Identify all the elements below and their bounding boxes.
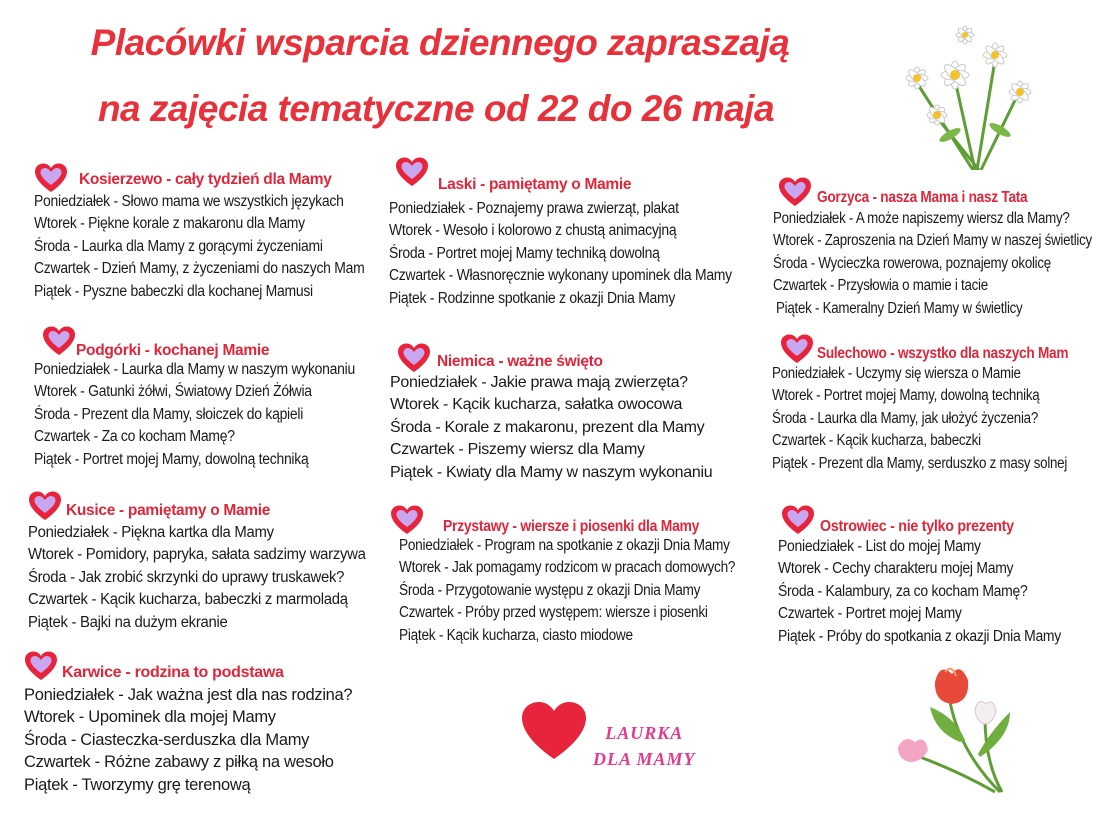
daisy: [906, 26, 1031, 125]
schedule-line: Poniedziałek - Poznajemy prawa zwierząt, plakat: [389, 200, 679, 217]
schedule-line: Poniedziałek - Piękna kartka dla Mamy: [28, 524, 274, 541]
block-title: Karwice - rodzina to podstawa: [62, 664, 284, 681]
schedule-block: [34, 163, 401, 303]
schedule-line: Wtorek - Jak pomagamy rodzicom w pracach domowych?: [399, 559, 736, 577]
schedule-line: Środa - Wycieczka rowerowa, poznajemy okolicę: [773, 254, 1051, 272]
schedule-line: Piątek - Kameralny Dzień Mamy w świetlicy: [776, 299, 1023, 317]
heart-icon: [24, 651, 58, 681]
schedule-line: Poniedziałek - A może napiszemy wiersz dla Mamy?: [773, 210, 1070, 227]
schedule-block: [773, 177, 1116, 320]
schedule-line: Czwartek - Próby przed występem: wiersze i piosenki: [399, 604, 708, 622]
schedule-line: Wtorek - Cechy charakteru mojej Mamy: [778, 560, 1014, 578]
schedule-line: Czwartek - Własnoręcznie wykonany upominek dla Mamy: [389, 267, 732, 285]
schedule-line: Czwartek - Różne zabawy z piłką na wesoło: [24, 753, 334, 772]
big-heart-icon: [520, 700, 588, 762]
block-title: Niemica - ważne święto: [437, 353, 603, 370]
schedule-block: [389, 157, 770, 310]
schedule-line: Piątek - Tworzymy grę terenową: [24, 775, 251, 794]
schedule-line: Poniedziałek - Uczymy się wiersza o Mamie: [772, 365, 1021, 382]
schedule-line: Wtorek - Wesoło i kolorowo z chustą animacyjną: [389, 222, 677, 240]
block-title: Laski - pamiętamy o Mamie: [438, 176, 632, 193]
schedule-line: Środa - Laurka dla Mamy z gorącymi życzeniami: [34, 237, 323, 255]
schedule-line: Środa - Laurka dla Mamy, jak ułożyć życzenia?: [772, 409, 1038, 427]
laurka-line-2: DLA MAMY: [593, 749, 696, 769]
heart-icon: [390, 505, 424, 535]
schedule-line: Piątek - Portret mojej Mamy, dowolną techniką: [34, 450, 309, 468]
heart-icon: [778, 177, 812, 207]
schedule-line: Piątek - Kwiaty dla Mamy w naszym wykonaniu: [390, 463, 713, 481]
tulips-illustration: [890, 662, 1030, 802]
schedule-line: Środa - Portret mojej Mamy techniką dowolną: [389, 244, 660, 262]
heart-icon: [42, 326, 76, 356]
schedule-line: Piątek - Próby do spotkania z okazji Dnia Mamy: [778, 627, 1061, 645]
schedule-line: Czwartek - Kącik kucharza, babeczki: [772, 432, 981, 450]
schedule-line: Poniedziałek - List do mojej Mamy: [778, 538, 981, 555]
schedule-block: [778, 505, 1092, 648]
schedule-line: Czwartek - Przysłowia o mamie i tacie: [773, 277, 988, 295]
block-title: Sulechowo - wszystko dla naszych Mam: [817, 345, 1069, 362]
page-title-line-2: na zajęcia tematyczne od 22 do 26 maja: [97, 88, 775, 129]
laurka-badge: [520, 700, 740, 790]
schedule-line: Czwartek - Za co kocham Mamę?: [34, 428, 235, 446]
schedule-line: Poniedziałek - Słowo mama we wszystkich językach: [34, 193, 344, 210]
schedule-line: Poniedziałek - Jak ważna jest dla nas rodzina?: [24, 686, 353, 704]
schedule-line: Poniedziałek - Laurka dla Mamy w naszym wykonaniu: [34, 361, 355, 378]
schedule-line: Czwartek - Portret mojej Mamy: [778, 605, 962, 623]
schedule-line: Poniedziałek - Jakie prawa mają zwierzęta?: [390, 374, 688, 391]
schedule-line: Piątek - Kącik kucharza, ciasto miodowe: [399, 626, 633, 644]
schedule-block: [34, 326, 391, 471]
schedule-line: Wtorek - Kącik kucharza, sałatka owocowa: [390, 396, 683, 414]
block-title: Gorzyca - nasza Mama i nasz Tata: [817, 189, 1028, 206]
schedule-line: Wtorek - Portret mojej Mamy, dowolną techniką: [772, 387, 1040, 405]
schedule-line: Wtorek - Gatunki żółwi, Światowy Dzień Żółwia: [34, 383, 312, 401]
schedule-line: Piątek - Prezent dla Mamy, serduszko z masy solnej: [772, 454, 1068, 472]
laurka-text: [593, 720, 696, 772]
schedule-line: Piątek - Rodzinne spotkanie z okazji Dnia Mamy: [389, 289, 676, 307]
schedule-block: [390, 343, 712, 484]
heart-icon: [34, 163, 68, 193]
schedule-line: Wtorek - Piękne korale z makaronu dla Mamy: [34, 215, 305, 233]
schedule-line: Wtorek - Upominek dla mojej Mamy: [24, 708, 276, 727]
schedule-line: Środa - Korale z makaronu, prezent dla Mamy: [390, 418, 705, 436]
block-title: Przystawy - wiersze i piosenki dla Mamy: [443, 518, 700, 535]
heart-icon: [780, 334, 814, 364]
schedule-line: Wtorek - Zaproszenia na Dzień Mamy w naszej świetlicy: [773, 232, 1092, 250]
schedule-line: Czwartek - Dzień Mamy, z życzeniami do naszych Mam: [34, 260, 365, 278]
tulip-red: [935, 669, 968, 704]
schedule-line: Środa - Prezent dla Mamy, słoiczek do kąpieli: [34, 405, 304, 423]
page-title-line-1: Placówki wsparcia dziennego zapraszają: [90, 22, 790, 63]
tulip-white: [975, 702, 996, 724]
schedule-block: [390, 505, 781, 647]
schedule-block: [24, 651, 352, 796]
schedule-block: [772, 334, 1115, 475]
daisies-illustration: [895, 20, 1045, 170]
schedule-line: Piątek - Bajki na dużym ekranie: [28, 613, 228, 631]
block-title: Ostrowiec - nie tylko prezenty: [820, 518, 1014, 535]
schedule-line: Środa - Kalambury, za co kocham Mamę?: [778, 582, 1028, 600]
heart-icon: [395, 157, 429, 187]
block-title: Podgórki - kochanej Mamie: [76, 342, 270, 359]
schedule-line: Czwartek - Piszemy wiersz dla Mamy: [390, 441, 645, 459]
schedule-line: Czwartek - Kącik kucharza, babeczki z marmoladą: [28, 591, 348, 609]
heart-icon: [397, 343, 431, 373]
schedule-line: Piątek - Pyszne babeczki dla kochanej Mamusi: [34, 282, 313, 300]
heart-icon: [28, 491, 62, 521]
block-title: Kosierzewo - cały tydzień dla Mamy: [79, 171, 332, 188]
schedule-line: Środa - Ciasteczka-serduszka dla Mamy: [24, 730, 310, 749]
schedule-line: Środa - Jak zrobić skrzynki do uprawy truskawek?: [28, 568, 345, 586]
laurka-line-1: LAURKA: [605, 723, 684, 743]
schedule-line: Wtorek - Pomidory, papryka, sałata sadzimy warzywa: [28, 546, 366, 564]
schedule-line: Środa - Przygotowanie występu z okazji Dnia Mamy: [399, 581, 701, 599]
schedule-block: [28, 491, 380, 634]
heart-icon: [781, 505, 815, 535]
block-title: Kusice - pamiętamy o Mamie: [66, 502, 271, 519]
schedule-line: Poniedziałek - Program na spotkanie z okazji Dnia Mamy: [399, 537, 730, 554]
